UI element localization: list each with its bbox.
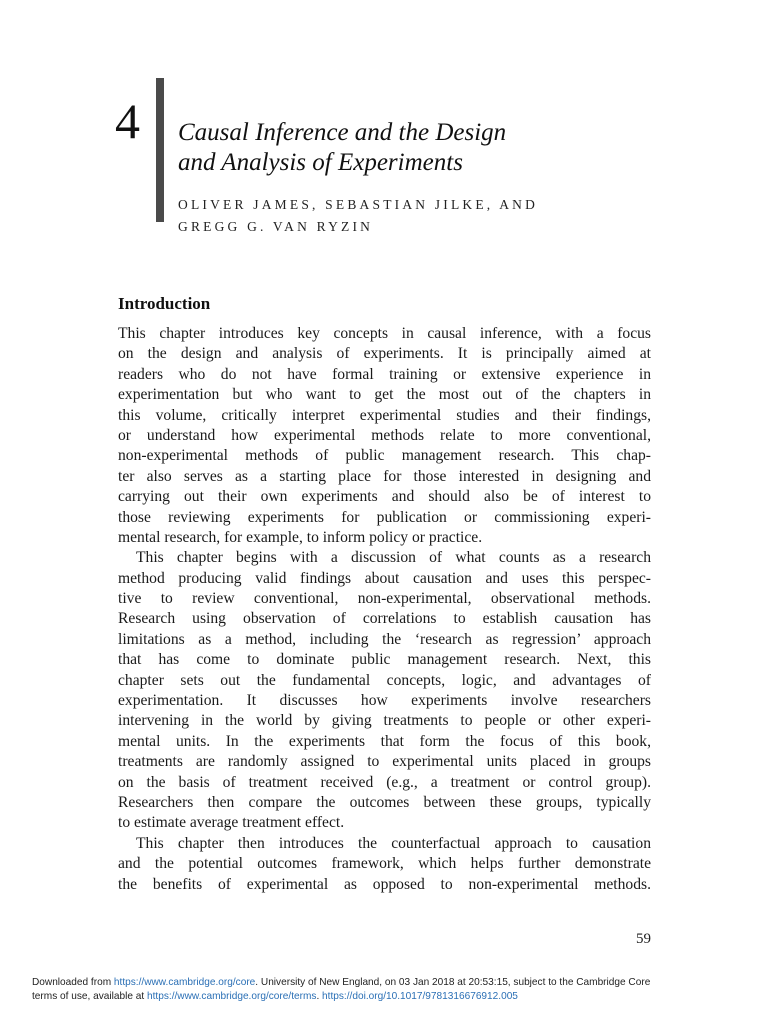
text-line: chapter sets out the fundamental concepts, logic, and advantages of (118, 671, 651, 689)
authors-line: GREGG G. VAN RYZIN (178, 219, 374, 234)
chapter-number: 4 (115, 93, 140, 149)
footer-text: . (316, 990, 323, 1002)
text-line: carrying out their own experiments and should also be of interest to (118, 488, 651, 506)
text-line: mental research, for example, to inform policy or practice. (118, 528, 483, 546)
footer-text: . University of New England, on 03 Jan 2018 at 20:53:15, subject to the Cambridge Core (255, 977, 651, 988)
text-line: the benefits of experimental as opposed to non-experimental methods. (118, 875, 651, 893)
text-line: mental units. In the experiments that form the focus of this book, (118, 732, 651, 750)
chapter-title-line: and Analysis of Experiments (178, 149, 463, 176)
text-line: readers who do not have formal training or extensive experience in (118, 365, 651, 383)
text-line: that has come to dominate public management research. Next, this (118, 651, 651, 669)
text-line: those reviewing experiments for publication or commissioning experi- (118, 508, 651, 526)
text-line: This chapter begins with a discussion of what counts as a research (136, 549, 651, 567)
text-line: This chapter then introduces the counterfactual approach to causation (136, 834, 651, 852)
text-line: This chapter introduces key concepts in causal inference, with a focus (118, 325, 651, 342)
text-line: to estimate average treatment effect. (118, 814, 345, 832)
page-number: 59 (636, 931, 651, 947)
chapter-divider-bar (156, 78, 164, 222)
text-line: tive to review conventional, non-experimental, observational methods. (118, 590, 651, 608)
cambridge-core-link[interactable]: https://www.cambridge.org/core (113, 977, 256, 988)
section-heading: Introduction (118, 294, 211, 313)
text-line: treatments are randomly assigned to experimental units placed in groups (118, 753, 651, 771)
text-line: on the design and analysis of experiments. It is principally aimed at (118, 345, 651, 363)
footer-text: Downloaded from (32, 977, 114, 988)
text-line: Researchers then compare the outcomes between these groups, typically (118, 793, 651, 811)
footer-text: terms of use, available at (32, 990, 148, 1002)
body-text (118, 324, 651, 895)
text-line: limitations as a method, including the ‘research as regression’ approach (118, 630, 651, 648)
text-line: intervening in the world by giving treatments to people or other experi- (118, 712, 651, 730)
text-line: non-experimental methods of public management research. This chap- (118, 447, 651, 465)
chapter-title-line: Causal Inference and the Design (178, 119, 507, 146)
text-line: or understand how experimental methods relate to more conventional, (118, 426, 651, 444)
doi-link[interactable]: https://doi.org/10.1017/9781316676912.005 (322, 990, 518, 1002)
download-footer (32, 976, 752, 1003)
authors-line: OLIVER JAMES, SEBASTIAN JILKE, AND (178, 197, 539, 212)
text-line: experimentation but who want to get the most out of the chapters in (118, 386, 651, 404)
text-line: and the potential outcomes framework, which helps further demonstrate (118, 855, 651, 873)
text-line: Research using observation of correlations to establish causation has (118, 610, 651, 628)
text-line: on the basis of treatment received (e.g., a treatment or control group). (118, 773, 651, 791)
chapter-title (178, 118, 506, 178)
text-line: method producing valid findings about causation and uses this perspec- (118, 569, 651, 587)
text-line: this volume, critically interpret experimental studies and their findings, (118, 406, 651, 424)
text-line: experimentation. It discusses how experiments involve researchers (118, 692, 651, 710)
terms-link[interactable]: https://www.cambridge.org/core/terms (147, 990, 317, 1002)
text-line: ter also serves as a starting place for those interested in designing and (118, 467, 651, 485)
chapter-authors (178, 194, 538, 238)
